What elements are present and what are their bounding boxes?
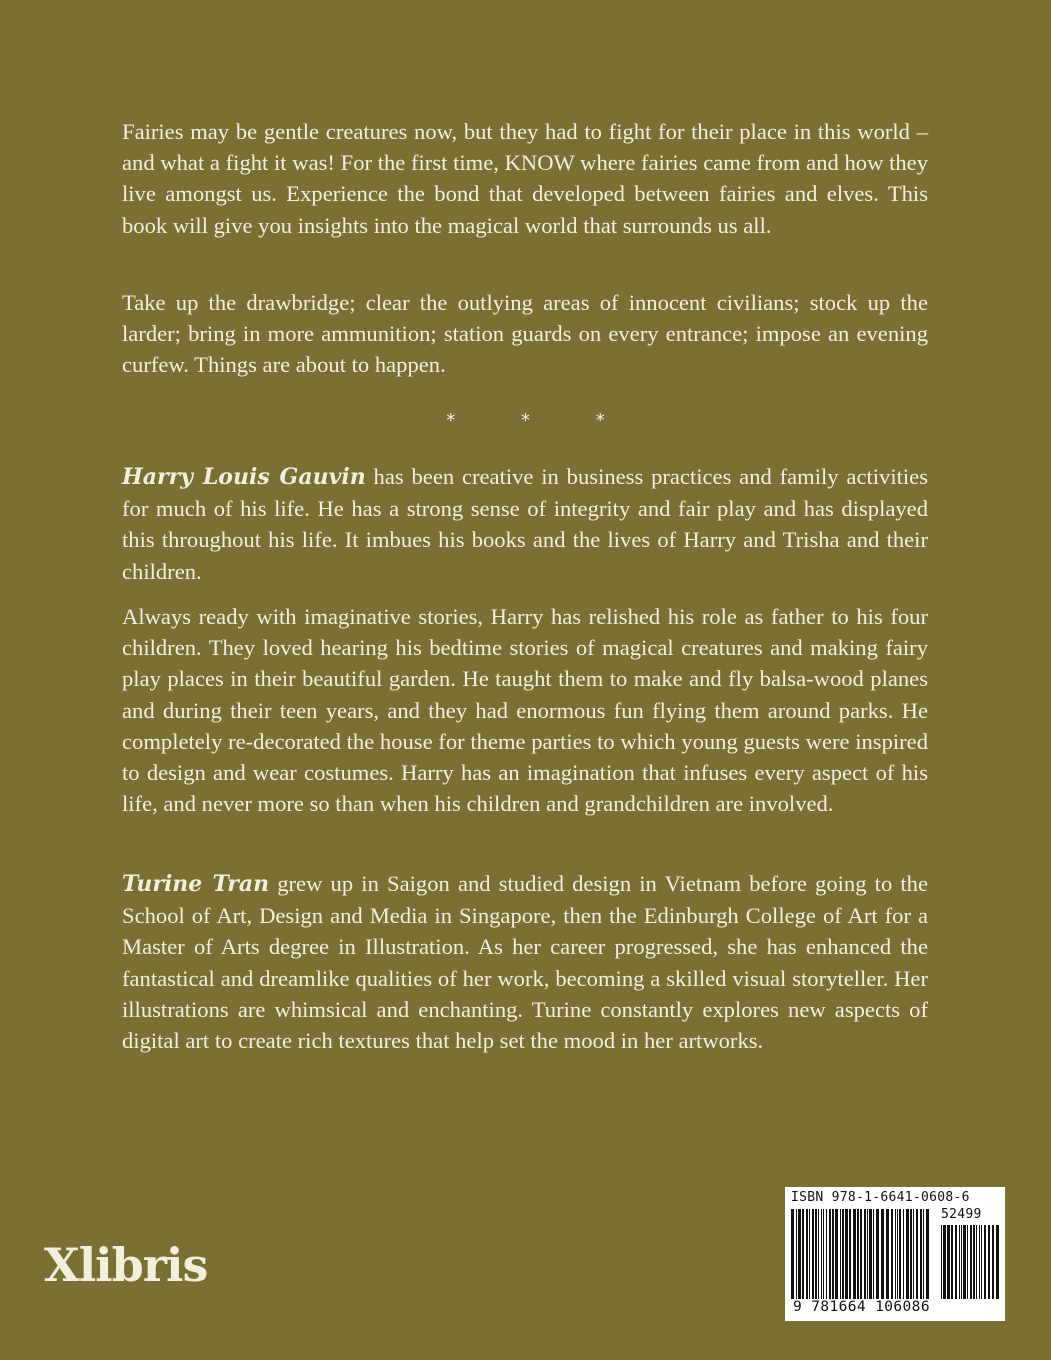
illustrator-bio-text: grew up in Saigon and studied design in Vietnam before going to the School of Art, Design and Media in Singapore, then the Edinburgh College of Art for a Master of Arts degree in Illustration. As her career progressed, she has enhanced the fantastical and dreamlike qualities of her work, becoming a skilled visual storyteller. Her illustrations are whimsical and enchanting. Turine constantly explores new aspects of digital art to create rich textures that help set the mood in her artworks. [122,871,928,1054]
barcode-bars-addon [941,1225,999,1299]
barcode [785,1187,1005,1321]
illustrator-name: Turine Tran [122,871,270,897]
author-bio-text: has been creative in business practices and family activities for much of his life. He has a strong sense of integrity and fair play and has displayed this throughout his life. It imbues his books and the lives of Harry and Trisha and their children. [122,464,928,584]
publisher-logo: Xlibris [44,1238,208,1292]
blurb-paragraph-2: Take up the drawbridge; clear the outlying areas of innocent civilians; stock up the larder; bring in more ammunition; station guards on every entrance; impose an evening curfew. Things are about to happen. [122,290,928,378]
illustrator-bio-paragraph [122,868,928,1056]
price-code: 52499 [941,1207,982,1222]
author-bio-paragraph-2: Always ready with imaginative stories, Harry has relished his role as father to his four children. They loved hearing his bedtime stories of magical creatures and making fairy play places in their beautiful garden. He taught them to make and fly balsa-wood planes and during their teen years, and they had enormous fun flying them around parks. He completely re-decorated the house for theme parties to which young guests were inspired to design and wear costumes. Harry has an imagination that infuses every aspect of his life, and never more so than when his children and grandchildren are involved. [122,604,928,817]
author-name: Harry Louis Gauvin [122,464,366,490]
blurb-paragraph-1: Fairies may be gentle creatures now, but they had to fight for their place in this world – and what a fight it was! For the first time, KNOW where fairies came from and how they live amongst us. Experience the bond that developed between fairies and elves. This book will give you insights into the magical world that surrounds us all. [122,119,928,238]
section-divider: * * * [446,410,635,431]
barcode-bars-main [791,1209,931,1299]
isbn-label: ISBN 978-1-6641-0608-6 [791,1190,970,1205]
ean-digits: 9 781664 106086 [793,1299,930,1315]
author-bio-paragraph-1 [122,461,928,587]
